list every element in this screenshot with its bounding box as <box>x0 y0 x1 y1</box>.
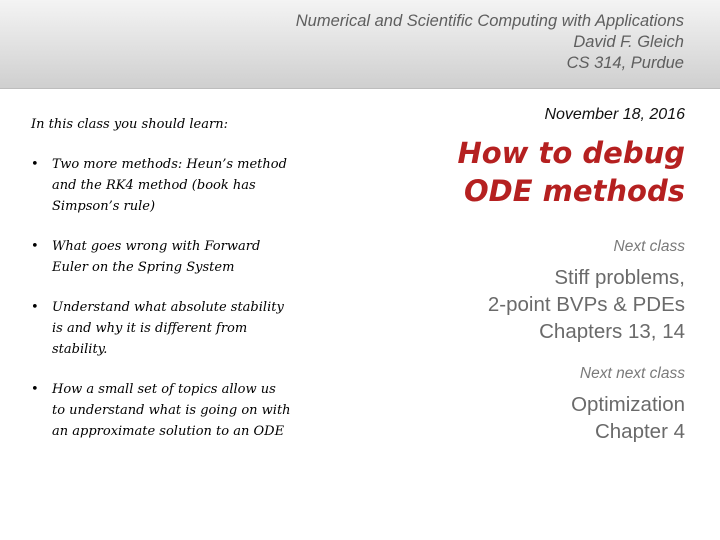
lecture-title-line: ODE methods <box>464 174 685 208</box>
instructor-name: David F. Gleich <box>573 33 684 51</box>
objectives-list <box>28 154 328 442</box>
next-class-topic-line: Chapters 13, 14 <box>539 320 685 343</box>
lecture-title <box>355 134 685 210</box>
course-name: Numerical and Scientific Computing with Applications <box>295 12 684 30</box>
objective-line: stability. <box>52 342 108 357</box>
objective-line: Simpson’s rule) <box>52 199 156 214</box>
lecture-date: November 18, 2016 <box>544 106 685 123</box>
objective-line: an approximate solution to an ODE <box>52 424 285 439</box>
objective-item <box>28 154 328 217</box>
objective-line: Euler on the Spring System <box>52 260 235 275</box>
next-class-topic-line: 2-point BVPs & PDEs <box>487 293 685 316</box>
course-header <box>296 11 684 74</box>
schedule-column <box>355 104 685 445</box>
next-class-label: Next class <box>613 238 685 255</box>
bullet-icon: • <box>31 239 39 254</box>
course-code: CS 314, Purdue <box>566 54 684 72</box>
objective-line: What goes wrong with Forward <box>52 239 261 254</box>
objectives-intro: In this class you should learn: <box>31 117 228 132</box>
next-next-class-topic-line: Chapter 4 <box>594 420 685 443</box>
next-class-topics <box>355 264 685 345</box>
objective-line: is and why it is different from <box>52 321 248 336</box>
next-class-topic-line: Stiff problems, <box>554 266 685 289</box>
bullet-icon: • <box>31 300 39 315</box>
lecture-title-line: How to debug <box>457 136 685 170</box>
objective-line: How a small set of topics allow us <box>52 382 276 397</box>
next-next-class-topics <box>355 391 685 445</box>
next-next-class-label: Next next class <box>579 365 685 382</box>
header-band <box>0 0 720 89</box>
next-next-class-topic-line: Optimization <box>571 393 685 416</box>
objective-item <box>28 379 328 442</box>
learning-objectives <box>28 114 328 461</box>
objective-line: Two more methods: Heun’s method <box>52 157 287 172</box>
objective-line: to understand what is going on with <box>52 403 291 418</box>
bullet-icon: • <box>31 157 39 172</box>
objective-item <box>28 297 328 360</box>
objective-item <box>28 236 328 278</box>
bullet-icon: • <box>31 382 39 397</box>
objective-line: and the RK4 method (book has <box>52 178 256 193</box>
objective-line: Understand what absolute stability <box>52 300 284 315</box>
